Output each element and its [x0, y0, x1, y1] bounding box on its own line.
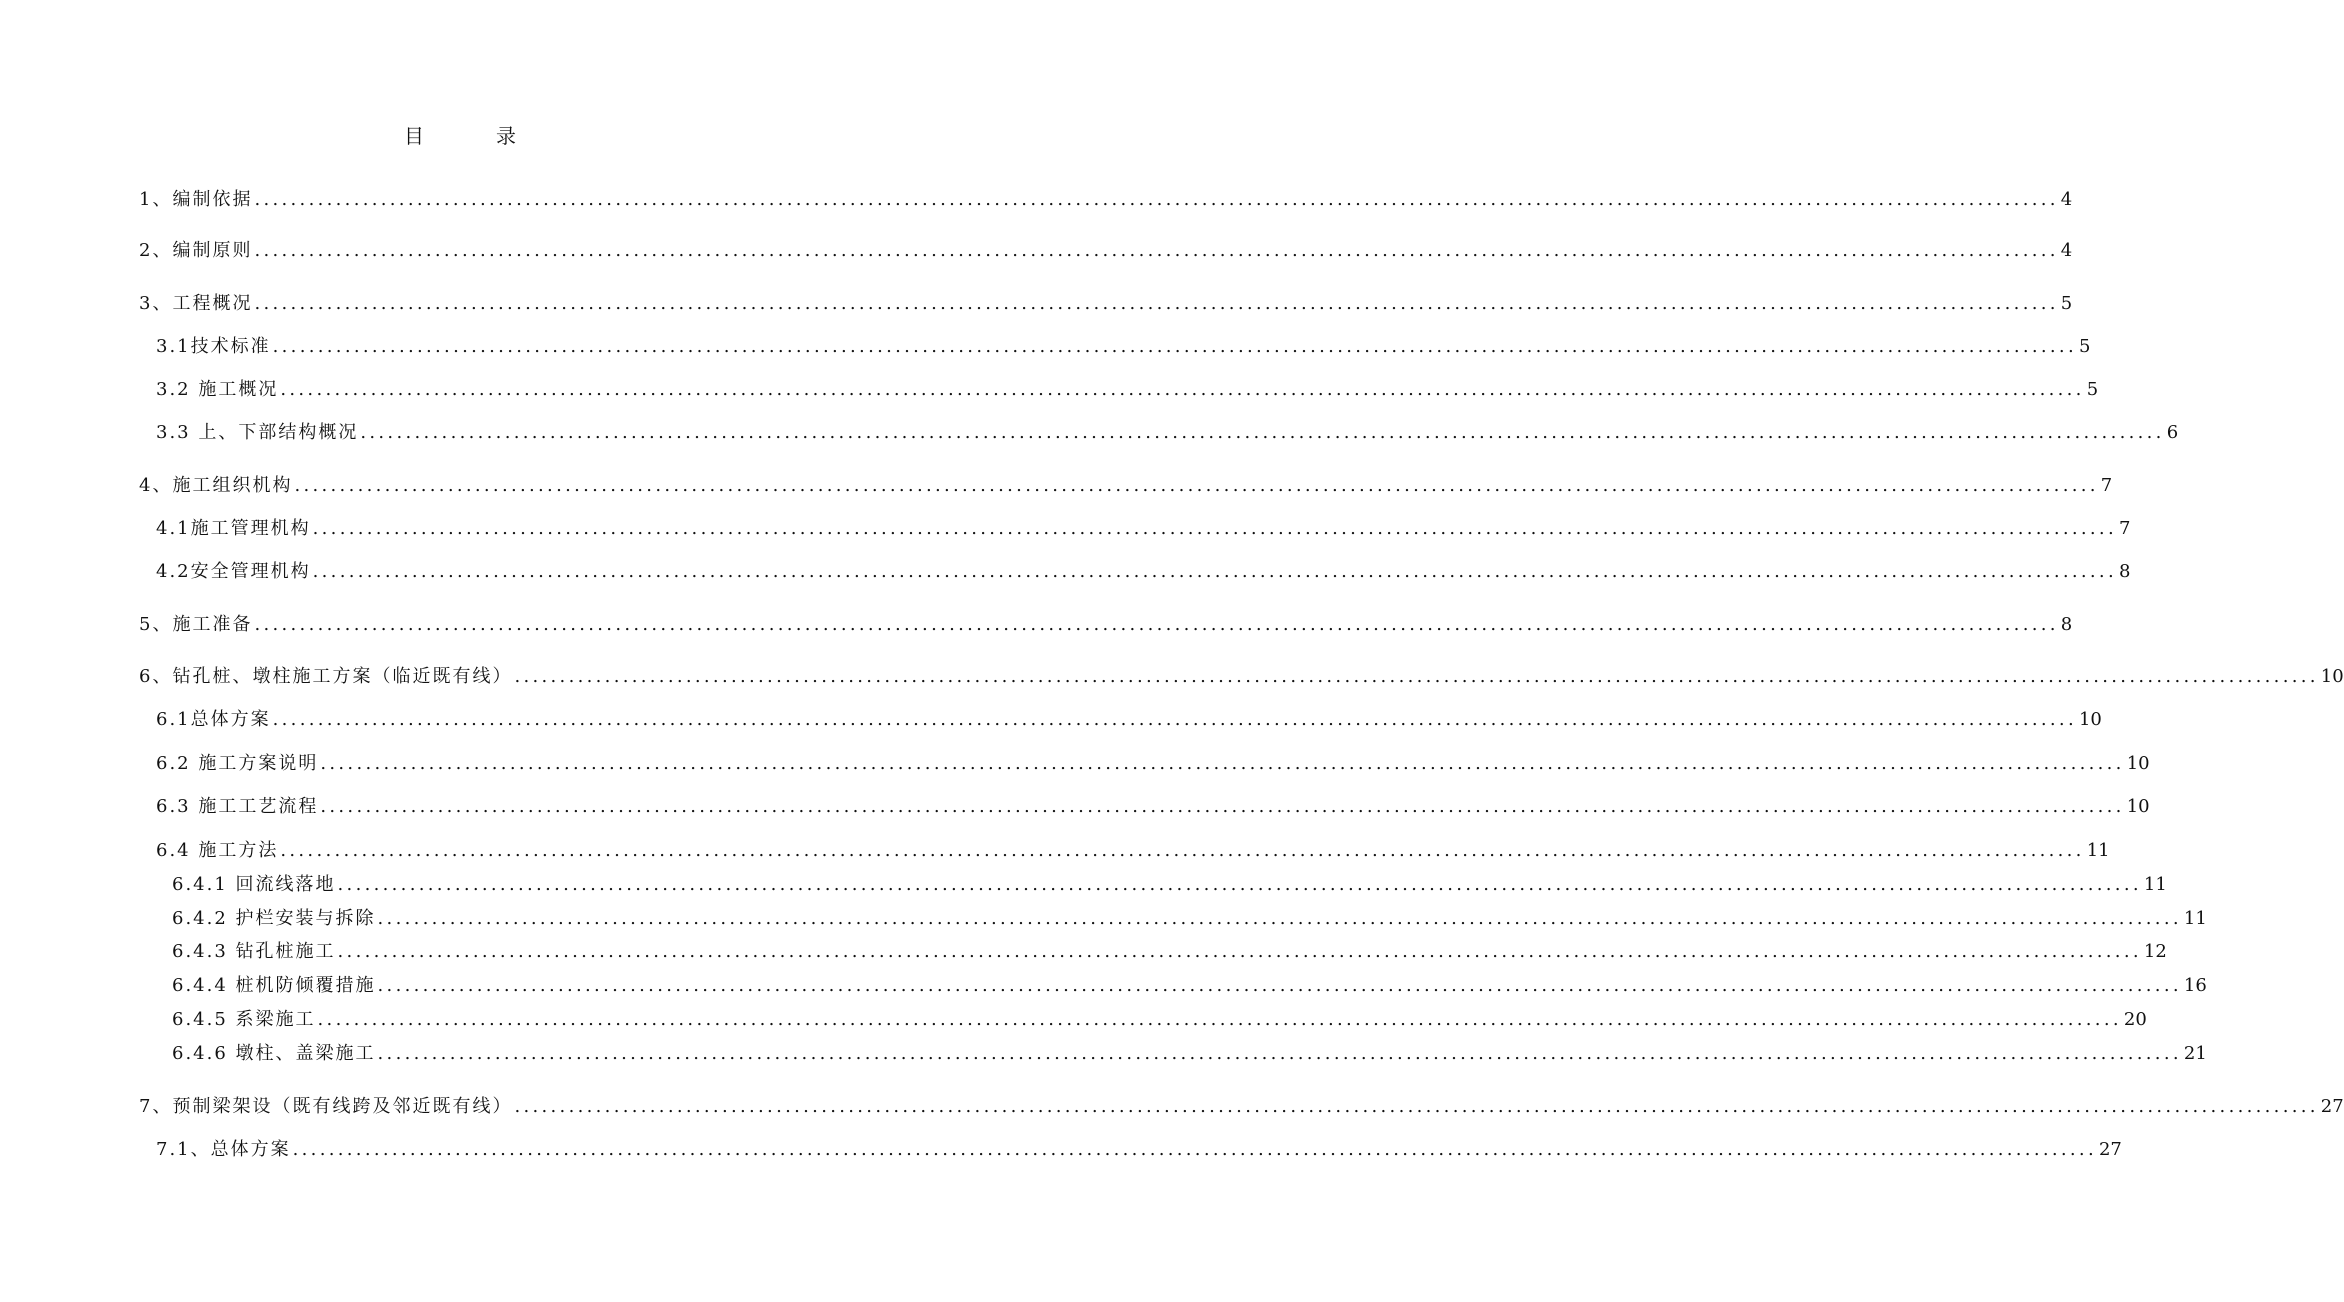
dot-leader: ........................................................................................................................................................................................................	[280, 379, 2085, 400]
dot-leader: ........................................................................................................................................................................................................	[254, 189, 2059, 210]
toc-entry-page: 21	[2183, 1043, 2207, 1064]
toc-entry-label: 6.4.2 护栏安装与拆除	[172, 908, 376, 929]
toc-entry-label: 4.1施工管理机构	[156, 518, 311, 539]
toc-entry-label: 4.2安全管理机构	[156, 561, 311, 582]
toc-title: 目 录	[404, 124, 542, 148]
toc-entry-page: 6	[2166, 422, 2179, 443]
toc-entry-page: 5	[2086, 379, 2099, 400]
dot-leader: ........................................................................................................................................................................................................	[514, 666, 2319, 687]
toc-entry[interactable]	[156, 559, 2131, 585]
toc-entry-page: 12	[2143, 941, 2167, 962]
toc-entry[interactable]	[172, 872, 2167, 898]
dot-leader: ........................................................................................................................................................................................................	[254, 240, 2059, 261]
toc-entry-page: 4	[2060, 189, 2073, 210]
toc-entry[interactable]	[139, 1094, 2344, 1120]
toc-entry[interactable]	[139, 238, 2073, 264]
toc-entry[interactable]	[139, 187, 2073, 213]
toc-entry[interactable]	[172, 1007, 2147, 1033]
dot-leader: ........................................................................................................................................................................................................	[272, 336, 2077, 357]
toc-entry-label: 5、施工准备	[139, 614, 253, 635]
toc-entry-label: 6.4.3 钻孔桩施工	[172, 941, 336, 962]
dot-leader: ........................................................................................................................................................................................................	[254, 293, 2059, 314]
dot-leader: ........................................................................................................................................................................................................	[272, 709, 2077, 730]
toc-entry[interactable]	[156, 751, 2150, 777]
toc-entry-label: 6、钻孔桩、墩柱施工方案（临近既有线）	[139, 666, 513, 687]
dot-leader: ........................................................................................................................................................................................................	[292, 1139, 2097, 1160]
dot-leader: ........................................................................................................................................................................................................	[514, 1096, 2319, 1117]
toc-entry-label: 3.2 施工概况	[156, 379, 279, 400]
toc-entry-page: 16	[2183, 975, 2207, 996]
toc-entry-page: 5	[2078, 336, 2091, 357]
toc-entry-label: 1、编制依据	[139, 189, 253, 210]
toc-entry[interactable]	[156, 377, 2099, 403]
toc-entry-page: 4	[2060, 240, 2073, 261]
toc-entry-page: 11	[2183, 908, 2207, 929]
dot-leader: ........................................................................................................................................................................................................	[377, 975, 2182, 996]
toc-entry-page: 10	[2320, 666, 2344, 687]
toc-entry[interactable]	[156, 420, 2179, 446]
toc-entry[interactable]	[139, 664, 2344, 690]
dot-leader: ........................................................................................................................................................................................................	[312, 518, 2117, 539]
toc-entry-label: 6.1总体方案	[156, 709, 271, 730]
toc-entry-page: 10	[2126, 753, 2150, 774]
toc-entry-label: 7、预制梁架设（既有线跨及邻近既有线）	[139, 1096, 513, 1117]
toc-entry-label: 6.3 施工工艺流程	[156, 796, 319, 817]
toc-entry[interactable]	[139, 291, 2073, 317]
toc-entry-label: 7.1、总体方案	[156, 1139, 291, 1160]
toc-entry-label: 6.4.6 墩柱、盖梁施工	[172, 1043, 376, 1064]
toc-entry-page: 8	[2060, 614, 2073, 635]
toc-entry-label: 6.2 施工方案说明	[156, 753, 319, 774]
toc-entry-label: 6.4.5 系梁施工	[172, 1009, 316, 1030]
toc-entry[interactable]	[172, 1041, 2207, 1067]
toc-entry-page: 20	[2123, 1009, 2147, 1030]
toc-entry-page: 8	[2118, 561, 2131, 582]
toc-entry[interactable]	[172, 973, 2207, 999]
toc-entry[interactable]	[156, 707, 2102, 733]
toc-entry-page: 10	[2078, 709, 2102, 730]
toc-entry-page: 11	[2143, 874, 2167, 895]
toc-entry[interactable]	[156, 1137, 2122, 1163]
toc-entry-label: 3.1技术标准	[156, 336, 271, 357]
dot-leader: ........................................................................................................................................................................................................	[337, 874, 2142, 895]
toc-entry-page: 27	[2098, 1139, 2122, 1160]
toc-entry-label: 3、工程概况	[139, 293, 253, 314]
toc-entry-page: 27	[2320, 1096, 2344, 1117]
toc-entry[interactable]	[172, 906, 2207, 932]
toc-entry-page: 7	[2118, 518, 2131, 539]
dot-leader: ........................................................................................................................................................................................................	[320, 796, 2125, 817]
toc-entry-label: 4、施工组织机构	[139, 475, 293, 496]
toc-entry-page: 11	[2086, 840, 2110, 861]
toc-entry[interactable]	[156, 334, 2091, 360]
toc-entry[interactable]	[139, 473, 2113, 499]
dot-leader: ........................................................................................................................................................................................................	[360, 422, 2165, 443]
toc-entry-page: 7	[2100, 475, 2113, 496]
toc-entry-page: 10	[2126, 796, 2150, 817]
toc-entry[interactable]	[156, 838, 2110, 864]
toc-entry-label: 6.4.4 桩机防倾覆措施	[172, 975, 376, 996]
toc-entry-page: 5	[2060, 293, 2073, 314]
toc-entry-label: 6.4 施工方法	[156, 840, 279, 861]
toc-entry[interactable]	[156, 516, 2131, 542]
dot-leader: ........................................................................................................................................................................................................	[280, 840, 2085, 861]
dot-leader: ........................................................................................................................................................................................................	[294, 475, 2099, 496]
dot-leader: ........................................................................................................................................................................................................	[377, 908, 2182, 929]
toc-entry-label: 3.3 上、下部结构概况	[156, 422, 359, 443]
dot-leader: ........................................................................................................................................................................................................	[337, 941, 2142, 962]
toc-entry-label: 6.4.1 回流线落地	[172, 874, 336, 895]
toc-entry[interactable]	[172, 939, 2167, 965]
dot-leader: ........................................................................................................................................................................................................	[312, 561, 2117, 582]
dot-leader: ........................................................................................................................................................................................................	[320, 753, 2125, 774]
dot-leader: ........................................................................................................................................................................................................	[377, 1043, 2182, 1064]
toc-entry[interactable]	[156, 794, 2150, 820]
dot-leader: ........................................................................................................................................................................................................	[254, 614, 2059, 635]
toc-entry[interactable]	[139, 612, 2073, 638]
toc-entry-label: 2、编制原则	[139, 240, 253, 261]
dot-leader: ........................................................................................................................................................................................................	[317, 1009, 2122, 1030]
